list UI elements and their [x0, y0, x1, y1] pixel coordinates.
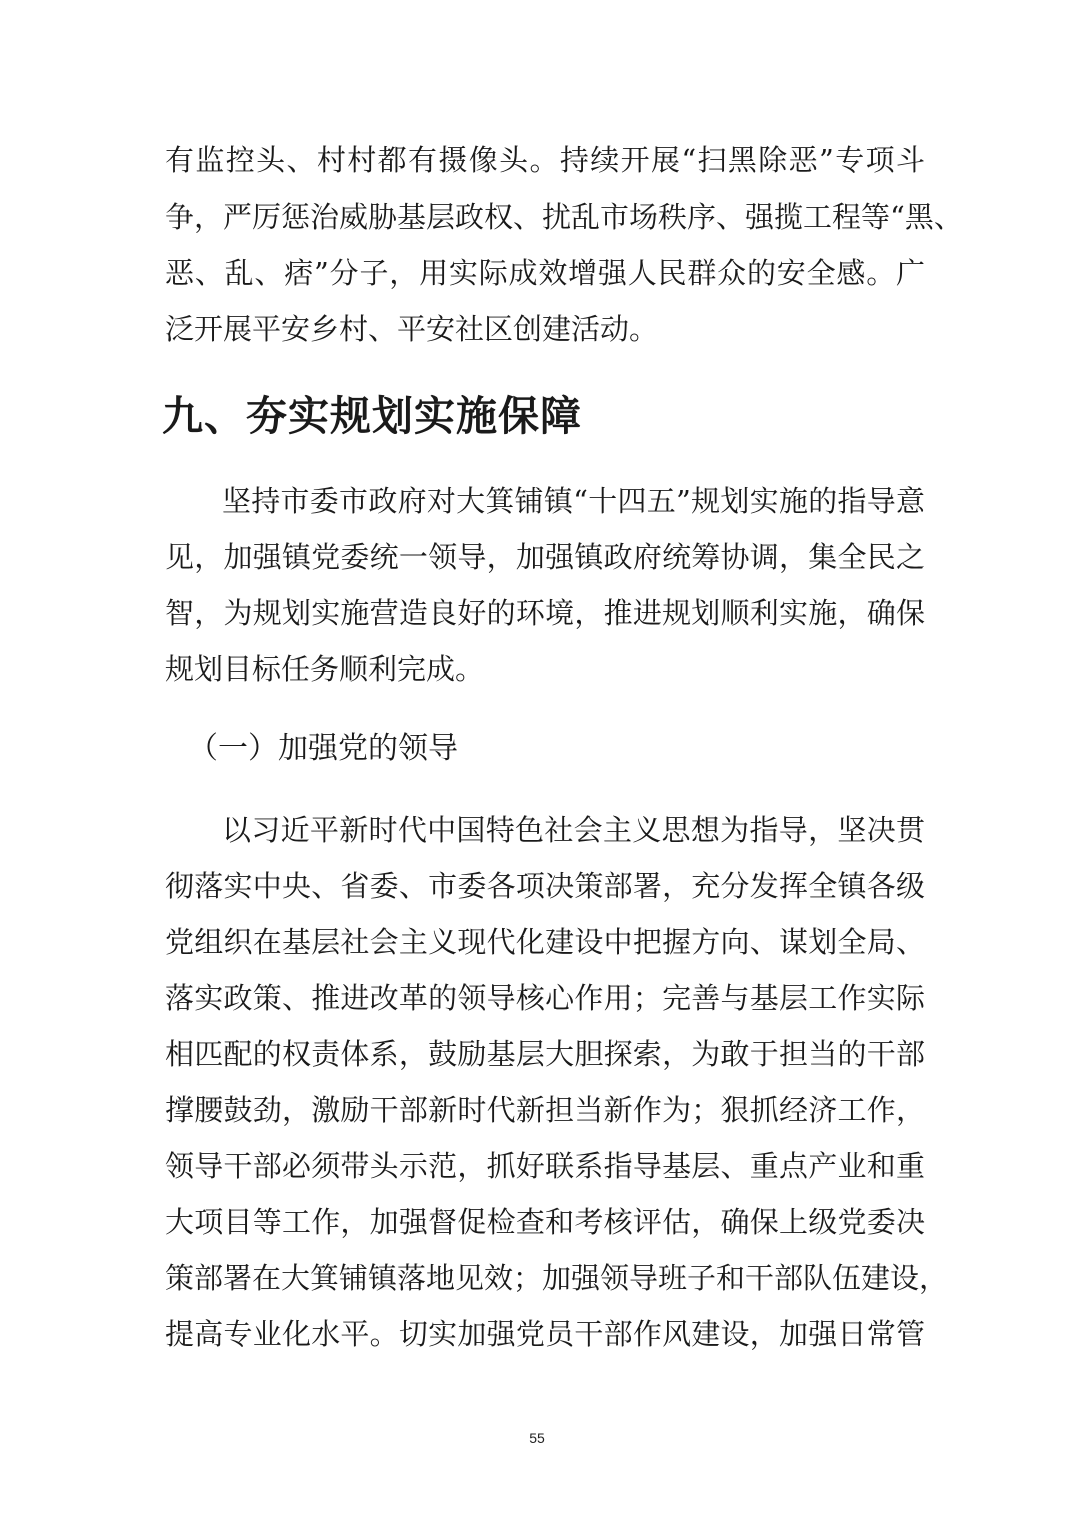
paragraph-1-line-2: 争，严厉惩治威胁基层政权、扰乱市场秩序、强揽工程等“黑、: [165, 200, 963, 234]
section-heading: 九、夯实规划实施保障: [162, 392, 582, 440]
paragraph-3-line-6: 撑腰鼓劲，激励干部新时代新担当新作为；狠抓经济工作，: [165, 1093, 925, 1127]
paragraph-3-line-8: 大项目等工作，加强督促检查和考核评估，确保上级党委决: [165, 1205, 925, 1239]
paragraph-1-line-1: 有监控头、村村都有摄像头。持续开展“扫黑除恶”专项斗: [165, 143, 925, 177]
paragraph-1-line-3: 恶、乱、痞”分子，用实际成效增强人民群众的安全感。广: [165, 256, 925, 290]
paragraph-2-line-2: 见，加强镇党委统一领导，加强镇政府统筹协调，集全民之: [165, 540, 925, 574]
paragraph-3-line-3: 党组织在基层社会主义现代化建设中把握方向、谋划全局、: [165, 925, 925, 959]
page-number: 55: [529, 1430, 545, 1446]
paragraph-3-line-10: 提高专业化水平。切实加强党员干部作风建设，加强日常管: [165, 1317, 925, 1351]
paragraph-2-line-4: 规划目标任务顺利完成。: [165, 652, 485, 686]
paragraph-3-line-2: 彻落实中央、省委、市委各项决策部署，充分发挥全镇各级: [165, 869, 925, 903]
paragraph-2-line-1: 坚持市委市政府对大箕铺镇“十四五”规划实施的指导意: [222, 484, 925, 518]
paragraph-3-line-4: 落实政策、推进改革的领导核心作用；完善与基层工作实际: [165, 981, 925, 1015]
paragraph-1-line-4: 泛开展平安乡村、平安社区创建活动。: [165, 312, 659, 346]
paragraph-3-line-1: 以习近平新时代中国特色社会主义思想为指导，坚决贯: [222, 813, 925, 847]
subsection-heading: （一）加强党的领导: [188, 731, 458, 766]
paragraph-3-line-9: 策部署在大箕铺镇落地见效；加强领导班子和干部队伍建设，: [165, 1261, 949, 1295]
paragraph-3-line-5: 相匹配的权责体系，鼓励基层大胆探索，为敢于担当的干部: [165, 1037, 925, 1071]
paragraph-2-line-3: 智，为规划实施营造良好的环境，推进规划顺利实施，确保: [165, 596, 925, 630]
paragraph-3-line-7: 领导干部必须带头示范，抓好联系指导基层、重点产业和重: [165, 1149, 925, 1183]
